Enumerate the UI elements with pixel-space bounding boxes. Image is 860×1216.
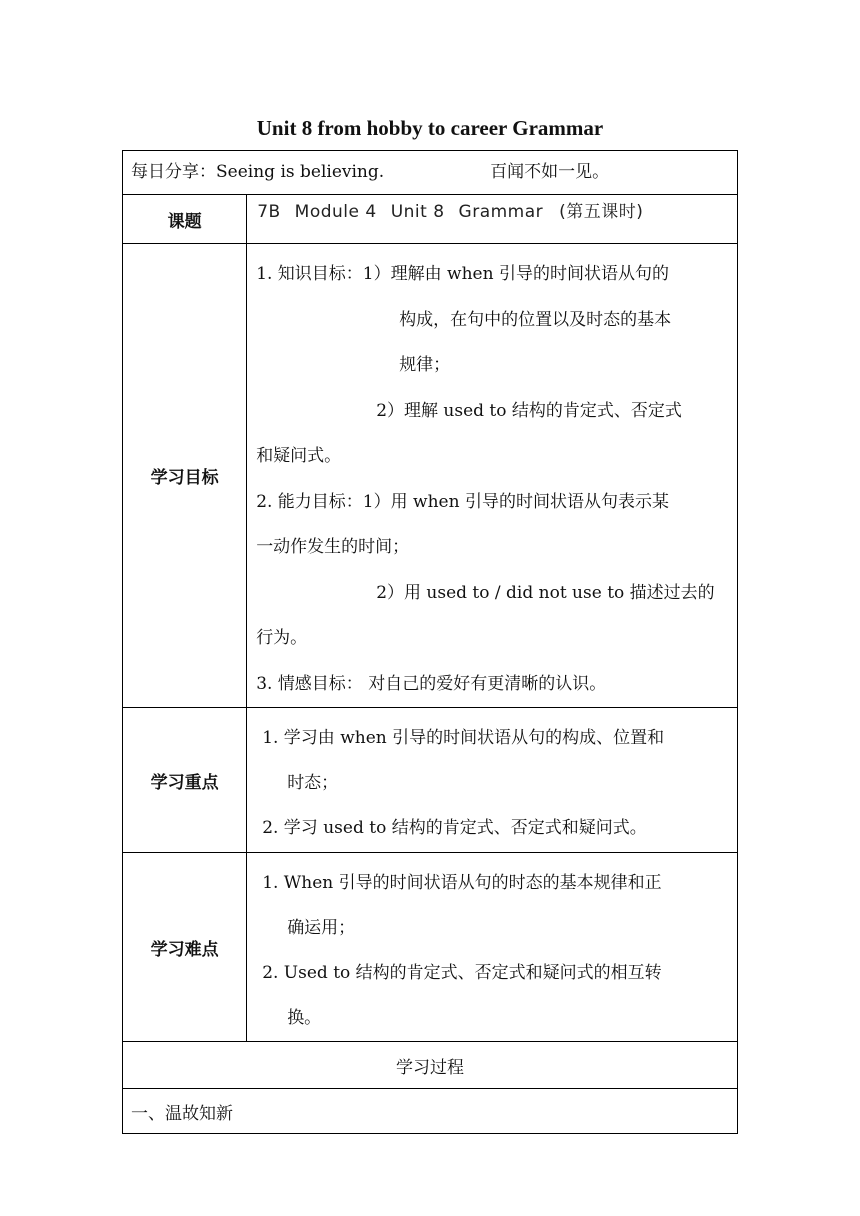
daily-share-cell <box>123 151 738 195</box>
goals-line: 规律； <box>399 355 451 375</box>
topic-lesson: (第五课时) <box>559 202 644 222</box>
topic-section: Grammar <box>458 202 544 222</box>
goals-line: 2）理解 used to 结构的肯定式、否定式 <box>376 400 682 421</box>
daily-share-label: 每日分享： <box>131 162 216 182</box>
key-points-line: 2. 学习 used to 结构的肯定式、否定式和疑问式。 <box>262 818 647 838</box>
topic-unit: Unit 8 <box>390 202 445 222</box>
goals-row <box>123 244 738 708</box>
topic-label: 课题 <box>123 195 247 244</box>
goals-line: 和疑问式。 <box>256 446 342 466</box>
daily-share-english: Seeing is believing. <box>216 162 385 182</box>
difficulties-row <box>123 853 738 1042</box>
goals-label: 学习目标 <box>123 244 247 708</box>
key-points-line: 时态； <box>287 773 339 793</box>
document-title: Unit 8 from hobby to career Grammar <box>256 116 604 140</box>
lesson-plan-table <box>122 150 738 1134</box>
goals-line: 构成，在句中的位置以及时态的基本 <box>399 309 672 330</box>
difficulties-line: 2. Used to 结构的肯定式、否定式和疑问式的相互转 <box>262 963 662 983</box>
goals-line: 行为。 <box>256 628 308 648</box>
key-points-row <box>123 708 738 853</box>
daily-share-chinese: 百闻不如一见。 <box>490 162 610 182</box>
goals-line: 2. 能力目标：1）用 when 引导的时间状语从句表示某 <box>256 491 669 512</box>
difficulties-line: 1. When 引导的时间状语从句的时态的基本规律和正 <box>262 873 662 893</box>
difficulties-label: 学习难点 <box>123 853 247 1042</box>
process-row <box>123 1042 738 1089</box>
process-heading: 学习过程 <box>123 1042 738 1089</box>
goals-line: 2）用 used to / did not use to 描述过去的 <box>376 582 715 603</box>
goals-line: 一动作发生的时间； <box>256 537 410 557</box>
key-points-content <box>247 708 738 853</box>
topic-grade: 7B <box>257 202 281 222</box>
goals-line: 3. 情感目标： 对自己的爱好有更清晰的认识。 <box>256 673 607 694</box>
difficulties-content <box>247 853 738 1042</box>
topic-module: Module 4 <box>294 202 377 222</box>
topic-value <box>247 195 738 244</box>
topic-row <box>123 195 738 244</box>
key-points-line: 1. 学习由 when 引导的时间状语从句的构成、位置和 <box>262 728 665 748</box>
section-one-row <box>123 1089 738 1134</box>
section-one-heading: 一、温故知新 <box>123 1089 738 1134</box>
key-points-label: 学习重点 <box>123 708 247 853</box>
daily-share-row <box>123 151 738 195</box>
goals-line: 1. 知识目标：1）理解由 when 引导的时间状语从句的 <box>256 264 669 284</box>
goals-content <box>247 244 738 708</box>
difficulties-line: 确运用； <box>287 918 356 938</box>
difficulties-line: 换。 <box>287 1008 322 1028</box>
